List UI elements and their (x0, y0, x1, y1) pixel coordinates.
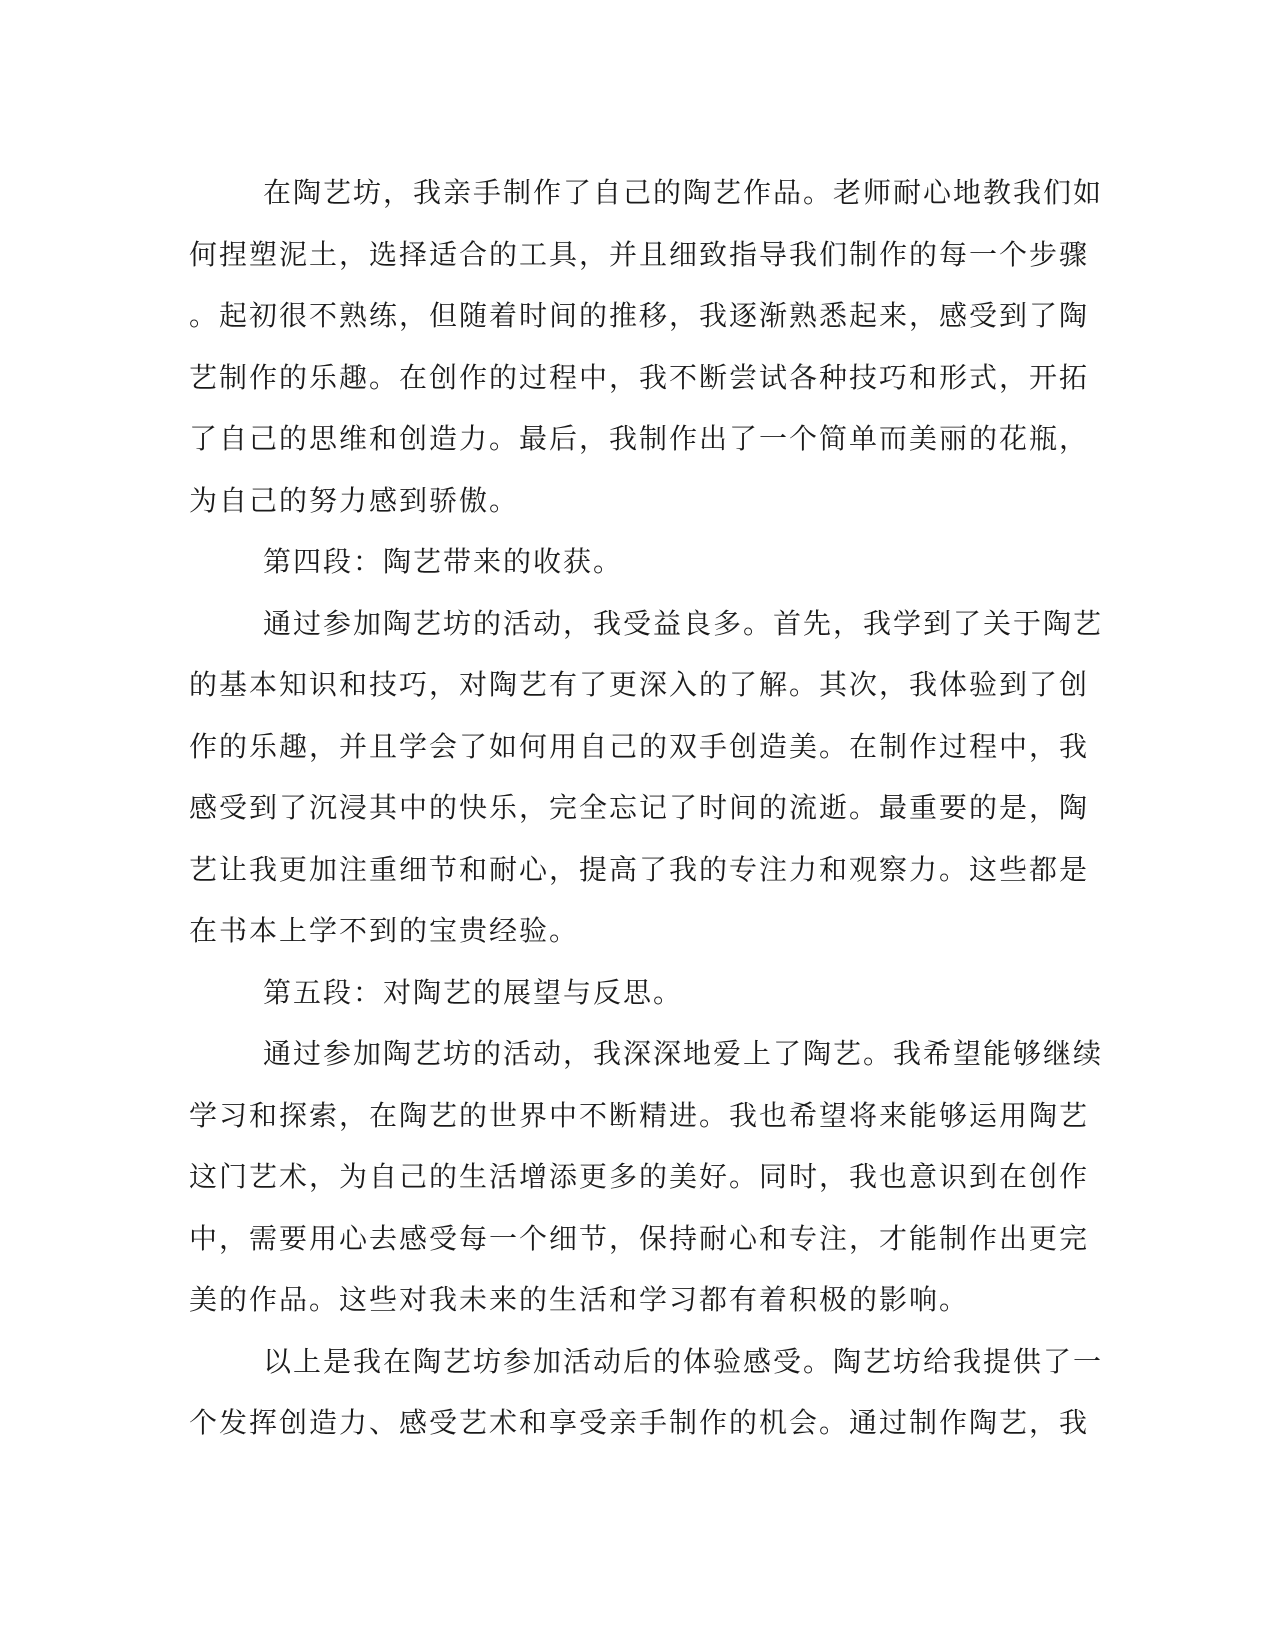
text-line: 在陶艺坊，我亲手制作了自己的陶艺作品。老师耐心地教我们如 (263, 176, 1104, 209)
section-heading: 第五段：对陶艺的展望与反思。 (263, 975, 684, 1009)
text-line: 艺制作的乐趣。在创作的过程中，我不断尝试各种技巧和形式，开拓 (189, 360, 1090, 394)
text-line: 这门艺术，为自己的生活增添更多的美好。同时，我也意识到在创作 (189, 1160, 1090, 1193)
text-line: 中，需要用心去感受每一个细节，保持耐心和专注，才能制作出更完 (189, 1221, 1090, 1255)
text-line: 作的乐趣，并且学会了如何用自己的双手创造美。在制作过程中，我 (189, 729, 1090, 763)
text-line: 美的作品。这些对我未来的生活和学习都有着积极的影响。 (189, 1283, 970, 1316)
text-line: 了自己的思维和创造力。最后，我制作出了一个简单而美丽的花瓶， (189, 422, 1090, 455)
document-body (189, 162, 1104, 1454)
text-line: 感受到了沉浸其中的快乐，完全忘记了时间的流逝。最重要的是，陶 (189, 791, 1090, 824)
text-line: 何捏塑泥土，选择适合的工具，并且细致指导我们制作的每一个步骤 (189, 237, 1090, 271)
section-heading: 第四段：陶艺带来的收获。 (263, 545, 624, 578)
text-line: 在书本上学不到的宝贵经验。 (189, 914, 580, 947)
text-line: 学习和探索，在陶艺的世界中不断精进。我也希望将来能够运用陶艺 (189, 1098, 1090, 1132)
text-line: 艺让我更加注重细节和耐心，提高了我的专注力和观察力。这些都是 (189, 852, 1090, 886)
text-line: 为自己的努力感到骄傲。 (189, 483, 520, 517)
text-line: 以上是我在陶艺坊参加活动后的体验感受。陶艺坊给我提供了一 (263, 1344, 1104, 1378)
text-line: 个发挥创造力、感受艺术和享受亲手制作的机会。通过制作陶艺，我 (189, 1406, 1090, 1439)
text-line: 的基本知识和技巧，对陶艺有了更深入的了解。其次，我体验到了创 (189, 668, 1090, 701)
text-line: 通过参加陶艺坊的活动，我深深地爱上了陶艺。我希望能够继续 (263, 1037, 1104, 1070)
text-line: 。起初很不熟练，但随着时间的推移，我逐渐熟悉起来，感受到了陶 (189, 299, 1090, 332)
text-line: 通过参加陶艺坊的活动，我受益良多。首先，我学到了关于陶艺 (263, 606, 1104, 640)
